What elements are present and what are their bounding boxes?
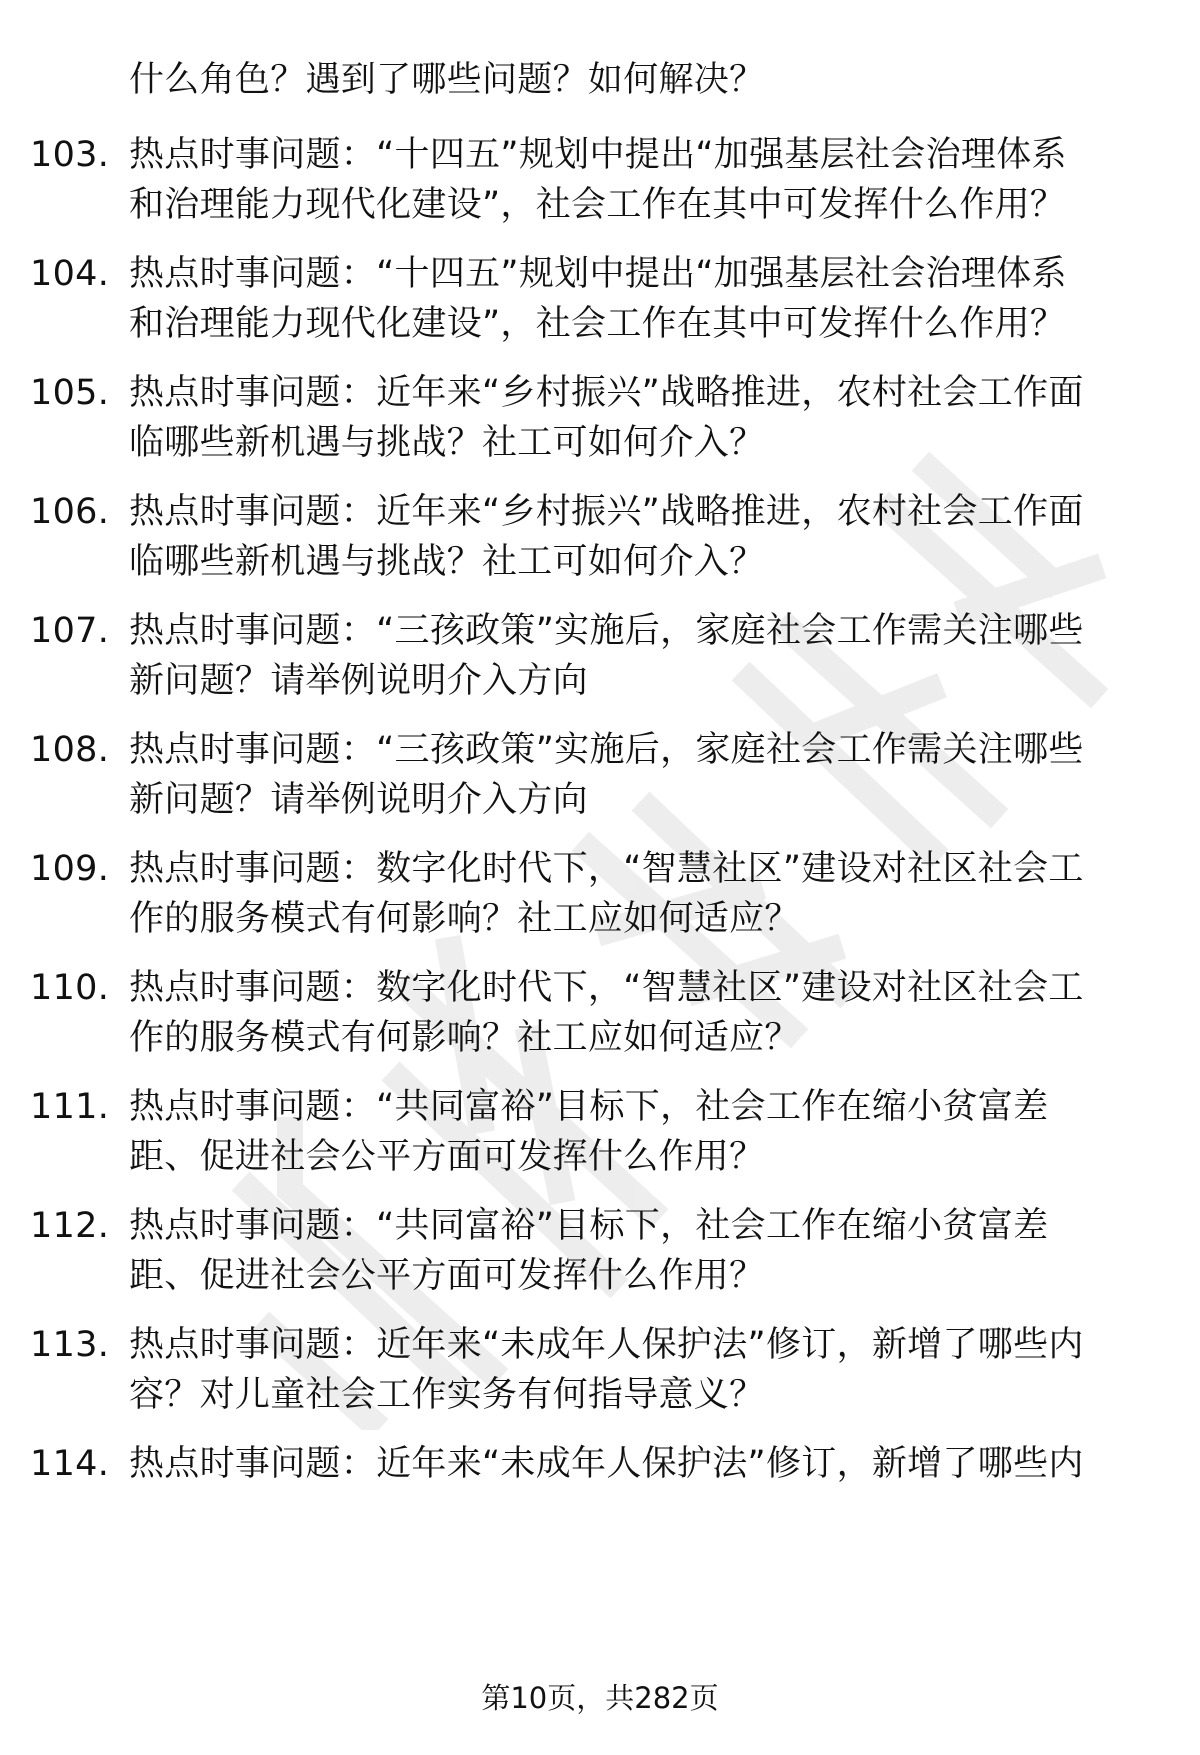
continued-question-text: 什么角色？遇到了哪些问题？如何解决？ [129,60,765,100]
item-text-line: 新问题？请举例说明介入方向 [129,780,588,820]
item-number: 103. [30,135,110,175]
item-text-line: 热点时事问题：数字化时代下，“智慧社区”建设对社区社会工 [129,849,1084,889]
item-text-line: 临哪些新机遇与挑战？社工可如何介入？ [129,542,765,582]
item-text-line: 热点时事问题：近年来“乡村振兴”战略推进，农村社会工作面 [129,373,1084,413]
item-text-line: 作的服务模式有何影响？社工应如何适应？ [129,899,800,939]
item-text-line: 热点时事问题：“共同富裕”目标下，社会工作在缩小贫富差 [129,1206,1049,1246]
item-number: 114. [30,1444,110,1484]
item-text-line: 热点时事问题：“十四五”规划中提出“加强基层社会治理体系 [129,135,1067,175]
item-text-line: 和治理能力现代化建设”，社会工作在其中可发挥什么作用？ [129,185,1066,225]
item-text-line: 热点时事问题：近年来“未成年人保护法”修订，新增了哪些内 [129,1444,1084,1484]
page-footer: 第10页，共282页 [481,1681,719,1715]
item-text-line: 距、促进社会公平方面可发挥什么作用？ [129,1137,765,1177]
item-number: 111. [30,1087,110,1127]
item-text-line: 热点时事问题：“三孩政策”实施后，家庭社会工作需关注哪些 [129,730,1084,770]
item-number: 112. [30,1206,110,1246]
item-text-line: 热点时事问题：“共同富裕”目标下，社会工作在缩小贫富差 [129,1087,1049,1127]
item-number: 108. [30,730,110,770]
item-text-line: 热点时事问题：“十四五”规划中提出“加强基层社会治理体系 [129,254,1067,294]
item-number: 104. [30,254,110,294]
item-text-line: 和治理能力现代化建设”，社会工作在其中可发挥什么作用？ [129,304,1066,344]
item-number: 106. [30,492,110,532]
item-text-line: 距、促进社会公平方面可发挥什么作用？ [129,1256,765,1296]
item-text-line: 热点时事问题：数字化时代下，“智慧社区”建设对社区社会工 [129,968,1084,1008]
item-text-line: 临哪些新机遇与挑战？社工可如何介入？ [129,423,765,463]
item-text-line: 新问题？请举例说明介入方向 [129,661,588,701]
item-number: 105. [30,373,110,413]
item-number: 107. [30,611,110,651]
item-number: 110. [30,968,110,1008]
item-text-line: 容？对儿童社会工作实务有何指导意义？ [129,1375,765,1415]
item-text-line: 作的服务模式有何影响？社工应如何适应？ [129,1018,800,1058]
item-number: 113. [30,1325,110,1365]
item-text-line: 热点时事问题：近年来“乡村振兴”战略推进，农村社会工作面 [129,492,1084,532]
item-text-line: 热点时事问题：近年来“未成年人保护法”修订，新增了哪些内 [129,1325,1084,1365]
item-text-line: 热点时事问题：“三孩政策”实施后，家庭社会工作需关注哪些 [129,611,1084,651]
item-number: 109. [30,849,110,889]
